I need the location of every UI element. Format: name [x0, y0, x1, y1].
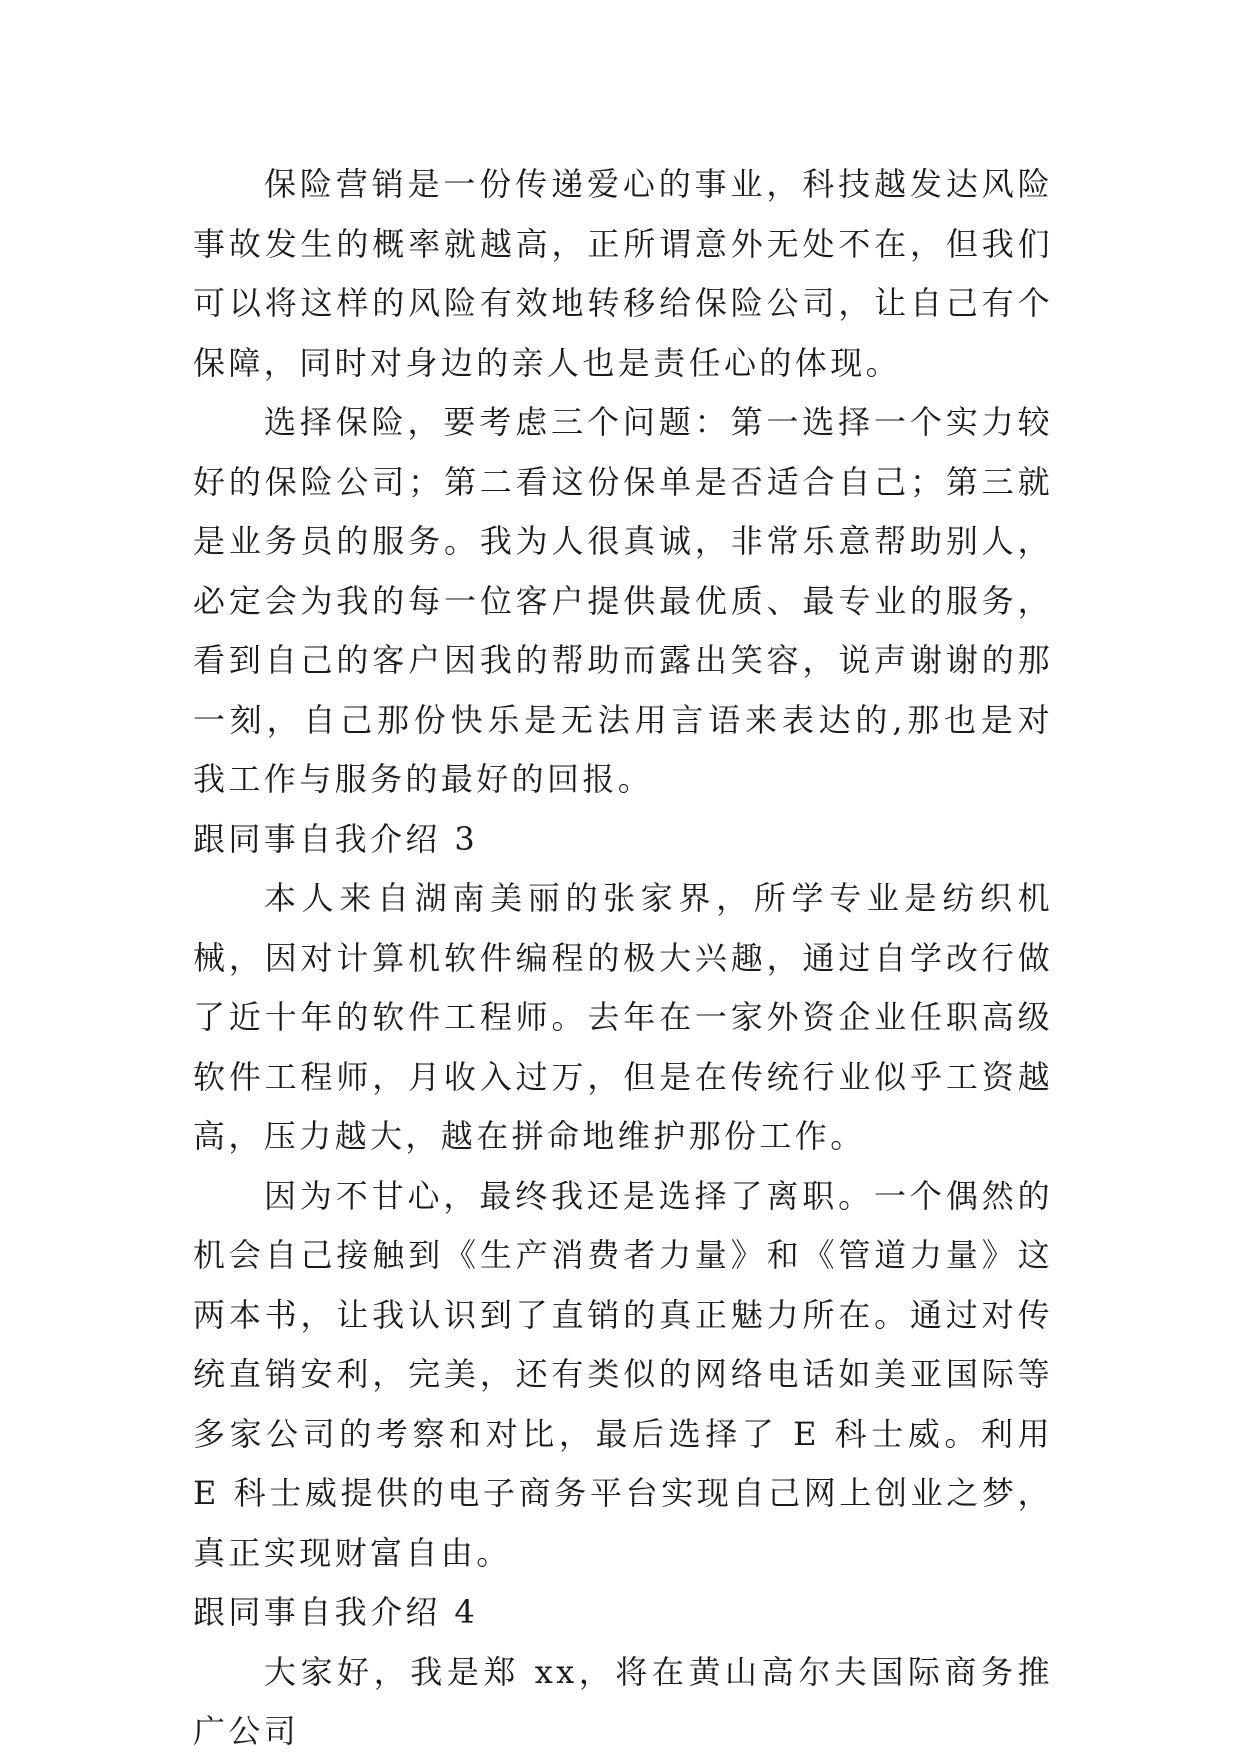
paragraph-software-engineer: 本人来自湖南美丽的张家界，所学专业是纺织机械，因对计算机软件编程的极大兴趣，通过自学改行做了近十年的软件工程师。去年在一家外资企业任职高级软件工程师，月收入过万，但是在传统行业似乎工资越高，压力越大，越在拼命地维护那份工作。: [193, 879, 1053, 1155]
paragraph-insurance-marketing: 保险营销是一份传递爱心的事业，科技越发达风险事故发生的概率就越高，正所谓意外无处不在，但我们可以将这样的风险有效地转移给保险公司，让自己有个保障，同时对身边的亲人也是责任心的体现。: [193, 165, 1053, 382]
document-body: [193, 155, 1053, 1762]
paragraph-introduction: 大家好，我是郑 xx，将在黄山高尔夫国际商务推广公司: [193, 1652, 1053, 1750]
paragraph-direct-sales: 因为不甘心，最终我还是选择了离职。一个偶然的机会自己接触到《生产消费者力量》和《管道力量》这两本书，让我认识到了直销的真正魅力所在。通过对传统直销安利，完美，还有类似的网络电话如美亚国际等多家公司的考察和对比，最后选择了 E 科士威。利用 E 科士威提供的电子商务平台实现自己网上创业之梦，真正实现财富自由。: [193, 1176, 1053, 1572]
section-heading-3: 跟同事自我介绍 3: [193, 819, 479, 858]
paragraph-choosing-insurance: 选择保险，要考虑三个问题：第一选择一个实力较好的保险公司；第二看这份保单是否适合自己；第三就是业务员的服务。我为人很真诚，非常乐意帮助别人，必定会为我的每一位客户提供最优质、最专业的服务，看到自己的客户因我的帮助而露出笑容，说声谢谢的那一刻，自己那份快乐是无法用言语来表达的,那也是对我工作与服务的最好的回报。: [193, 403, 1053, 798]
section-heading-4: 跟同事自我介绍 4: [193, 1593, 479, 1631]
